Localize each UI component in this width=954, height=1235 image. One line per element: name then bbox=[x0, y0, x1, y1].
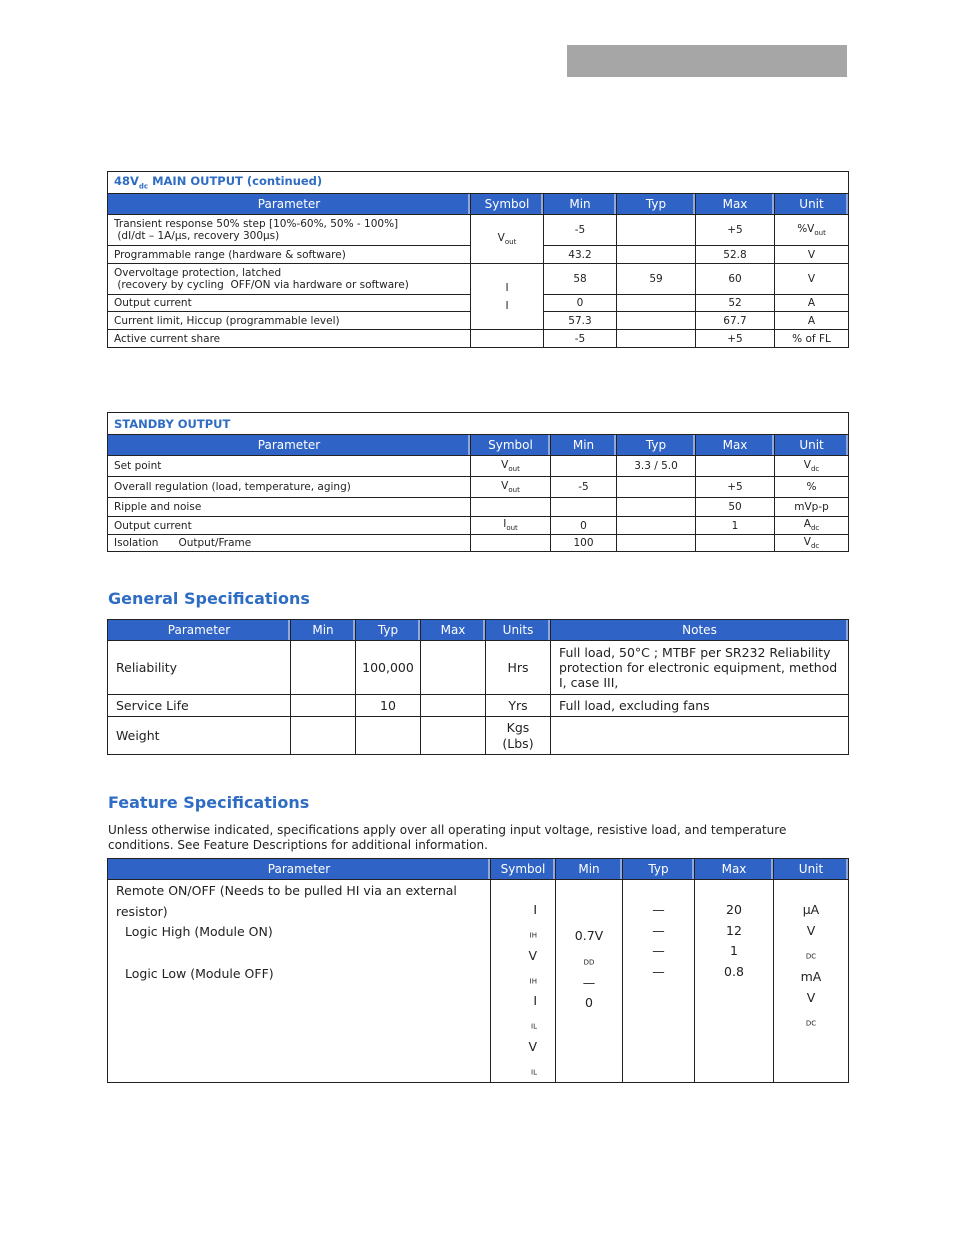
col-header-typ: Typ bbox=[356, 620, 421, 641]
typ-cell bbox=[356, 717, 421, 755]
symbol-cell bbox=[471, 330, 544, 348]
table-row bbox=[108, 535, 849, 552]
table-row bbox=[108, 330, 849, 348]
max-cell: 1 bbox=[696, 517, 775, 535]
col-header-symbol: Symbol bbox=[471, 435, 551, 456]
col-header-unit: Unit bbox=[775, 435, 849, 456]
symbol-cell: I I bbox=[471, 264, 544, 330]
col-header-parameter: Parameter bbox=[108, 859, 491, 880]
unit-cell: $A_{dc}$ bbox=[775, 517, 849, 535]
table-row bbox=[108, 695, 849, 717]
max-cell: +5 bbox=[696, 477, 775, 498]
typ-cell bbox=[617, 246, 696, 264]
min-cell: 100 bbox=[551, 535, 617, 552]
min-cell bbox=[291, 717, 356, 755]
symbol-cell: $V_{out}$ bbox=[471, 456, 551, 477]
col-header-min: Min bbox=[551, 435, 617, 456]
param-cell: Weight bbox=[108, 717, 291, 755]
col-header-parameter: Parameter bbox=[108, 435, 471, 456]
max-cell bbox=[421, 695, 486, 717]
table-row bbox=[108, 264, 849, 295]
param-cell: Current limit, Hiccup (programmable level) bbox=[108, 312, 471, 330]
param-cell: Programmable range (hardware & software) bbox=[108, 246, 471, 264]
general-specifications-table bbox=[107, 619, 849, 755]
typ-cell bbox=[617, 477, 696, 498]
table-row bbox=[108, 717, 849, 755]
standby-output-caption: STANDBY OUTPUT bbox=[108, 413, 849, 435]
units-cell: Kgs (Lbs) bbox=[486, 717, 551, 755]
min-cell bbox=[291, 695, 356, 717]
unit-cell: $V_{dc}$ bbox=[775, 456, 849, 477]
param-cell: Reliability bbox=[108, 641, 291, 695]
param-cell: Isolation Output/Frame bbox=[108, 535, 471, 552]
col-header-min: Min bbox=[291, 620, 356, 641]
col-header-typ: Typ bbox=[617, 194, 696, 215]
max-cell: +5 bbox=[696, 330, 775, 348]
min-cell: 0 bbox=[551, 517, 617, 535]
col-header-typ: Typ bbox=[617, 435, 696, 456]
max-cell: 67.7 bbox=[696, 312, 775, 330]
table-row bbox=[108, 880, 849, 1083]
table-row bbox=[108, 215, 849, 246]
min-cell bbox=[291, 641, 356, 695]
main-output-caption: $48V_{dc}$ MAIN OUTPUT (continued) bbox=[108, 172, 849, 194]
min-cell: 0 bbox=[544, 295, 617, 312]
typ-cell: 10 bbox=[356, 695, 421, 717]
symbol-cell: $I_{out}$ bbox=[471, 517, 551, 535]
param-cell: Remote ON/OFF (Needs to be pulled HI via an external resistor) Logic High (Module ON) Logic Low (Module OFF) bbox=[108, 880, 491, 1083]
typ-cell bbox=[617, 517, 696, 535]
feature-specifications-title: Feature Specifications bbox=[108, 793, 310, 812]
typ-cell bbox=[617, 330, 696, 348]
table-row bbox=[108, 477, 849, 498]
max-cell bbox=[421, 641, 486, 695]
col-header-max: Max bbox=[696, 435, 775, 456]
general-specifications-title: General Specifications bbox=[108, 589, 310, 608]
typ-cell: 59 bbox=[617, 264, 696, 295]
col-header-max: Max bbox=[695, 859, 774, 880]
max-cell: +5 bbox=[696, 215, 775, 246]
min-cell: 57.3 bbox=[544, 312, 617, 330]
max-cell bbox=[696, 535, 775, 552]
symbol-cell: I $_{IH}$ V $_{IH}$ I $_{IL}$ V $_{IL}$ bbox=[491, 880, 556, 1083]
min-cell: 43.2 bbox=[544, 246, 617, 264]
param-cell: Active current share bbox=[108, 330, 471, 348]
unit-cell: V bbox=[775, 264, 849, 295]
col-header-symbol: Symbol bbox=[471, 194, 544, 215]
col-header-parameter: Parameter bbox=[108, 620, 291, 641]
param-cell: Set point bbox=[108, 456, 471, 477]
max-cell bbox=[421, 717, 486, 755]
min-cell bbox=[551, 498, 617, 517]
typ-cell bbox=[617, 295, 696, 312]
max-cell: 52 bbox=[696, 295, 775, 312]
unit-cell: % bbox=[775, 477, 849, 498]
typ-cell bbox=[617, 535, 696, 552]
symbol-cell bbox=[471, 535, 551, 552]
param-cell: Transient response 50% step [10%-60%, 50% - 100%] (dI/dt – 1A/µs, recovery 300µs) bbox=[108, 215, 471, 246]
typ-cell bbox=[617, 498, 696, 517]
standby-output-table bbox=[107, 412, 849, 552]
units-cell: Yrs bbox=[486, 695, 551, 717]
max-cell: 52.8 bbox=[696, 246, 775, 264]
col-header-unit: Unit bbox=[774, 859, 849, 880]
main-output-table bbox=[107, 171, 849, 348]
unit-cell: µA V $_{DC}$ mA V $_{DC}$ bbox=[774, 880, 849, 1083]
col-header-max: Max bbox=[696, 194, 775, 215]
units-cell: Hrs bbox=[486, 641, 551, 695]
param-cell: Ripple and noise bbox=[108, 498, 471, 517]
symbol-cell: $V_{out}$ bbox=[471, 477, 551, 498]
symbol-cell bbox=[471, 498, 551, 517]
notes-cell: Full load, excluding fans bbox=[551, 695, 849, 717]
min-cell: 0.7V $_{DD}$ — 0 bbox=[556, 880, 623, 1083]
col-header-typ: Typ bbox=[623, 859, 695, 880]
max-cell: 20 12 1 0.8 bbox=[695, 880, 774, 1083]
col-header-notes: Notes bbox=[551, 620, 849, 641]
min-cell bbox=[551, 456, 617, 477]
typ-cell: — — — — bbox=[623, 880, 695, 1083]
col-header-min: Min bbox=[556, 859, 623, 880]
unit-cell: A bbox=[775, 295, 849, 312]
table-row bbox=[108, 641, 849, 695]
param-cell: Service Life bbox=[108, 695, 291, 717]
table-row bbox=[108, 456, 849, 477]
header-grey-bar bbox=[567, 45, 847, 77]
unit-cell: mVp-p bbox=[775, 498, 849, 517]
max-cell: 60 bbox=[696, 264, 775, 295]
min-cell: 58 bbox=[544, 264, 617, 295]
param-cell: Overall regulation (load, temperature, aging) bbox=[108, 477, 471, 498]
col-header-max: Max bbox=[421, 620, 486, 641]
col-header-symbol: Symbol bbox=[491, 859, 556, 880]
param-cell: Overvoltage protection, latched (recovery by cycling OFF/ON via hardware or software) bbox=[108, 264, 471, 295]
min-cell: -5 bbox=[551, 477, 617, 498]
col-header-units: Units bbox=[486, 620, 551, 641]
unit-cell: $\%V_{out}$ bbox=[775, 215, 849, 246]
typ-cell: 100,000 bbox=[356, 641, 421, 695]
unit-cell: $V_{dc}$ bbox=[775, 535, 849, 552]
col-header-parameter: Parameter bbox=[108, 194, 471, 215]
notes-cell bbox=[551, 717, 849, 755]
table-row bbox=[108, 517, 849, 535]
col-header-unit: Unit bbox=[775, 194, 849, 215]
typ-cell bbox=[617, 215, 696, 246]
typ-cell: 3.3 / 5.0 bbox=[617, 456, 696, 477]
feature-intro-text: Unless otherwise indicated, specifications apply over all operating input voltage, resistive load, and temperature conditions. See Feature Descriptions for additional information. bbox=[108, 823, 787, 852]
feature-specifications-table bbox=[107, 858, 849, 1083]
typ-cell bbox=[617, 312, 696, 330]
unit-cell: % of FL bbox=[775, 330, 849, 348]
col-header-min: Min bbox=[544, 194, 617, 215]
table-row bbox=[108, 498, 849, 517]
param-cell: Output current bbox=[108, 517, 471, 535]
unit-cell: A bbox=[775, 312, 849, 330]
min-cell: -5 bbox=[544, 215, 617, 246]
symbol-cell: $V_{out}$ bbox=[471, 215, 544, 264]
unit-cell: V bbox=[775, 246, 849, 264]
min-cell: -5 bbox=[544, 330, 617, 348]
param-cell: Output current bbox=[108, 295, 471, 312]
max-cell: 50 bbox=[696, 498, 775, 517]
notes-cell: Full load, 50°C ; MTBF per SR232 Reliability protection for electronic equipment, method I, case III, bbox=[551, 641, 849, 695]
max-cell bbox=[696, 456, 775, 477]
